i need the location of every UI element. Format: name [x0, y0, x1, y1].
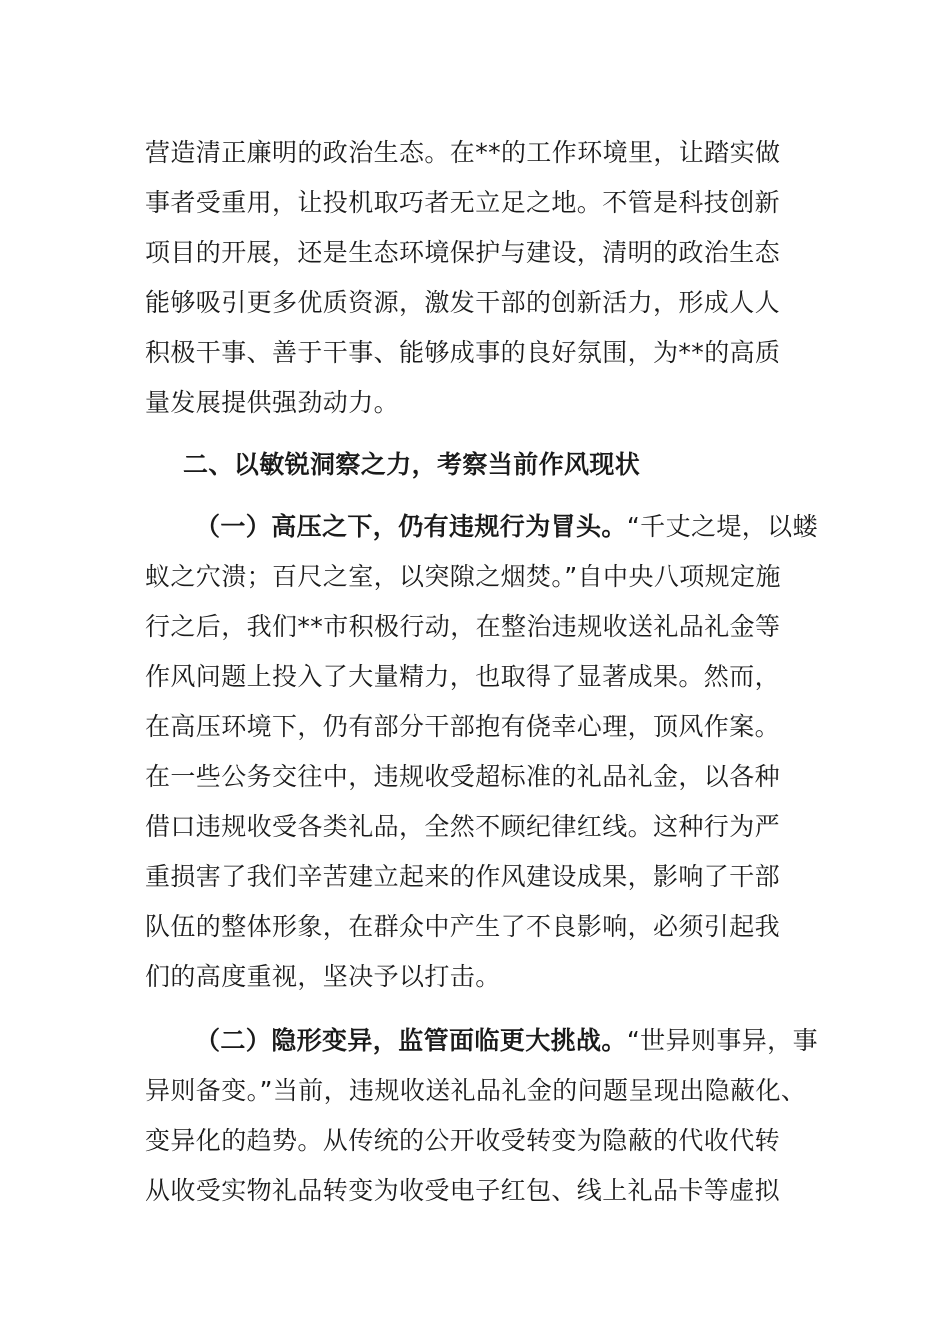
section-heading: 二、以敏锐洞察之力，考察当前作风现状 — [183, 450, 641, 479]
subsection-1-title: （一）高压之下，仍有违规行为冒头。 — [195, 512, 627, 541]
paragraph-line: 作风问题上投入了大量精力，也取得了显著成果。然而， — [145, 662, 781, 691]
subsection-2 — [145, 1016, 818, 1216]
paragraph-line: 重损害了我们辛苦建立起来的作风建设成果，影响了干部 — [145, 862, 781, 891]
section-heading-block — [145, 440, 810, 490]
paragraph-line: 变异化的趋势。从传统的公开收受转变为隐蔽的代收代转 — [145, 1126, 781, 1155]
paragraph-line: 借口违规收受各类礼品，全然不顾纪律红线。这种行为严 — [145, 812, 781, 841]
paragraph-line: 在一些公务交往中，违规收受超标准的礼品礼金，以各种 — [145, 762, 781, 791]
subsection-1-first-line-text: “千丈之堤，以蝼 — [626, 512, 818, 541]
subsection-1 — [145, 502, 818, 1002]
subsection-2-first-line — [145, 1016, 818, 1066]
paragraph-line: 量发展提供强劲动力。 — [145, 388, 400, 417]
paragraph-line: 异则备变。”当前，违规收送礼品礼金的问题呈现出隐蔽化、 — [145, 1076, 807, 1105]
paragraph-line: 事者受重用，让投机取巧者无立足之地。不管是科技创新 — [145, 188, 781, 217]
subsection-1-first-line — [145, 502, 818, 552]
paragraph-line: 能够吸引更多优质资源，激发干部的创新活力，形成人人 — [145, 288, 781, 317]
subsection-2-title: （二）隐形变异，监管面临更大挑战。 — [195, 1026, 627, 1055]
paragraph-line: 队伍的整体形象，在群众中产生了不良影响，必须引起我 — [145, 912, 781, 941]
paragraph-line: 积极干事、善于干事、能够成事的良好氛围，为**的高质 — [145, 338, 781, 367]
paragraph-line: 营造清正廉明的政治生态。在**的工作环境里，让踏实做 — [145, 138, 781, 167]
paragraph-line: 项目的开展，还是生态环境保护与建设，清明的政治生态 — [145, 238, 781, 267]
paragraph-line: 从收受实物礼品转变为收受电子红包、线上礼品卡等虚拟 — [145, 1176, 781, 1205]
paragraph-line: 在高压环境下，仍有部分干部抱有侥幸心理，顶风作案。 — [145, 712, 781, 741]
body-paragraph-1 — [145, 128, 810, 428]
paragraph-line: 行之后，我们**市积极行动，在整治违规收送礼品礼金等 — [145, 612, 781, 641]
paragraph-line: 蚁之穴溃；百尺之室，以突隙之烟焚。”自中央八项规定施 — [145, 562, 781, 591]
subsection-2-first-line-text: “世异则事异，事 — [626, 1026, 818, 1055]
document-page — [145, 128, 818, 1216]
paragraph-line: 们的高度重视，坚决予以打击。 — [145, 962, 501, 991]
